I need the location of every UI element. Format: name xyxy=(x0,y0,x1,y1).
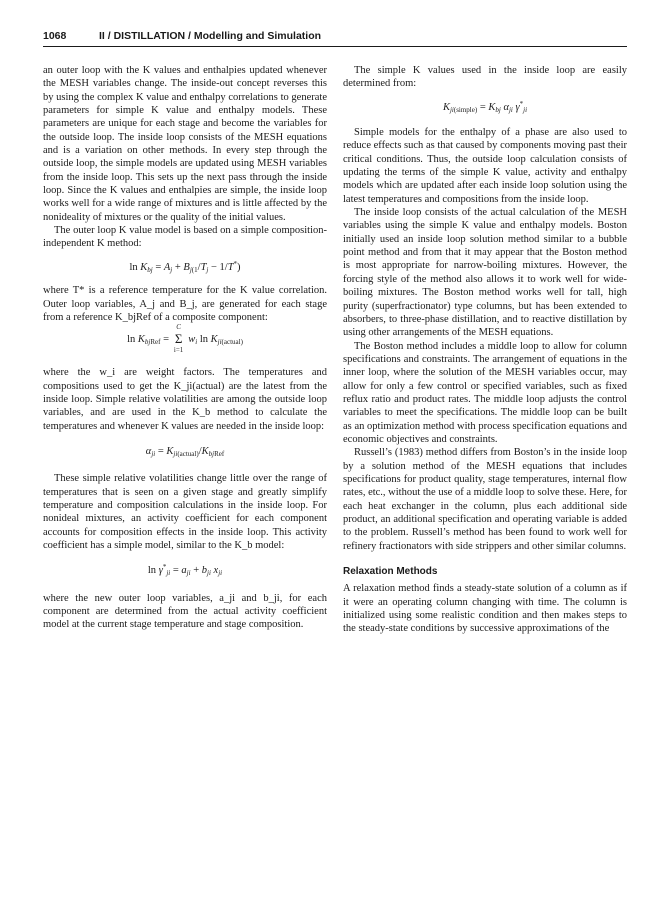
right-paragraph-3: The inside loop consists of the actual calculation of the MESH variables using the simple K value and enthalpy models. Boston initially used an inside loop solution method similar to a bubble point method and from that it may appear that the Boston method is most appropriate for narrow-boiling mixtures. However, the forcing style of the method also allows it to work well for wide-boiling mixtures. The Boston method works well for tall, high purity (superfractionator) type columns, but has been extended to absorbers, to three-phase distillation, and to reactive distillation by using other arrangements of the MESH equations. xyxy=(343,207,627,339)
right-column xyxy=(343,64,627,636)
section-heading-relaxation: Relaxation Methods xyxy=(343,566,438,578)
equation-kbjref: $\ln K_{bjRef}$ = C Σ i=1 $w_i$ $\ln K_{ji(actual)}$ xyxy=(127,323,243,355)
equation-kb-model: $\ln K_{bj} = A_j + B_{j(1}/T_j - 1/T^*$) xyxy=(129,259,241,274)
left-paragraph-6: where the new outer loop variables, a_ji and b_ji, for each component are determined from the actual activity coefficient model at the current stage temperature and stage composition. xyxy=(43,592,327,631)
equation-relative-volatility: $\alpha_{ji} = K_{ji(actual)}/K_{bjRef}$ xyxy=(145,445,225,458)
running-title: II / DISTILLATION / Modelling and Simulation xyxy=(99,30,322,42)
left-paragraph-5: These simple relative volatilities change little over the range of temperatures that is seen on a given stage and greatly simplify temperature and composition calculations in the inside loop. For nonideal mixtures, an activity coefficient for each component accounts for composition effects in the inside loop. This activity coefficient has a simple model, similar to the K_b model: xyxy=(43,473,327,551)
right-paragraph-5: Russell’s (1983) method differs from Boston’s in the inside loop by a solution method of the MESH equations that includes specifications for product quality, stage temperatures, internal flow rates, etc., without the use of a middle loop to solve these. Here, for each heat exchanger in the column, plus each additional side product, an additional specification and operating variable is added to the problem. Russell’s method has been found to work well for refinery fractionators with side strippers and other similar columns. xyxy=(343,447,628,552)
running-header xyxy=(43,26,627,44)
equation-activity-coefficient: $\ln \gamma^*_{ji} = a_{ji} + b_{ji}$ $x_{ji}$ xyxy=(147,563,223,578)
page-number: 1068 xyxy=(43,30,67,42)
right-paragraph-1: The simple K values used in the inside loop are easily determined from: xyxy=(343,65,627,90)
left-paragraph-3: where T* is a reference temperature for the K value correlation. Outer loop variables, A_j and B_j, are generated for each stage from a reference K_bjRef of a composite component: xyxy=(43,285,327,323)
right-paragraph-4: The Boston method includes a middle loop to allow for column specifications and constraints. The arrangement of equations in the inner loop, where the solution of the MESH variables occur, may allow for only a few control or specified variables, such as fixed reflux ratio and product rates. The middle loop adjusts the control variables to meet the specifications. The middle loop can be built as an optimization method with process specification equations and economic objectives and constraints. xyxy=(343,340,627,445)
equation-simple-k: $K_{ji(simple)} = K_{bj}$ $\alpha_{ji}$ $\gamma^*_{ji}$ xyxy=(442,99,528,114)
header-rule xyxy=(43,46,627,47)
left-column xyxy=(43,64,327,632)
left-paragraph-1: an outer loop with the K values and enthalpies updated whenever the MESH variables change. The inside-out concept reverses this by using the complex K value and enthalpy correlations to generate parameters for simple K value and enthalpy models. These parameters are unique for each stage and become the variables for the outside loop. The inside loop consists of the MESH equations and is a variation on other methods. In every step through the outside loop, the simple models are updated using MESH variables from the inside loop. This sets up the next pass through the inside loop. Since the K values and enthalpies are simple, the inside loop works well for a wide range of mixtures and is little affected by the nonideality of mixtures or the quality of the initial values. xyxy=(43,65,327,223)
right-paragraph-6: A relaxation method finds a steady-state solution of a column as if it were an operating column changing with time. The column is initialized using some realistic condition and then makes steps to the steady-state conditions by successive approximations of the xyxy=(343,583,627,635)
right-paragraph-2: Simple models for the enthalpy of a phase are also used to reduce effects such as that caused by components moving past their critical conditions. Thus, the outside loop calculation consists of updating the terms of the simple K value, activity and enthalpy models which are updated after each inside loop solution using the latest temperatures and compositions from the inside loop. xyxy=(343,127,627,205)
left-paragraph-4: where the w_i are weight factors. The temperatures and compositions used to get the K_ji(actual) are the latest from the inside loop. Simple relative volatilities are among the outside loop variables, and are used in the K_b method to calculate the temperatures and whenever K values are needed in the inside loop: xyxy=(43,367,327,432)
left-paragraph-2: The outer loop K value model is based on a simple composition-independent K method: xyxy=(43,225,327,250)
